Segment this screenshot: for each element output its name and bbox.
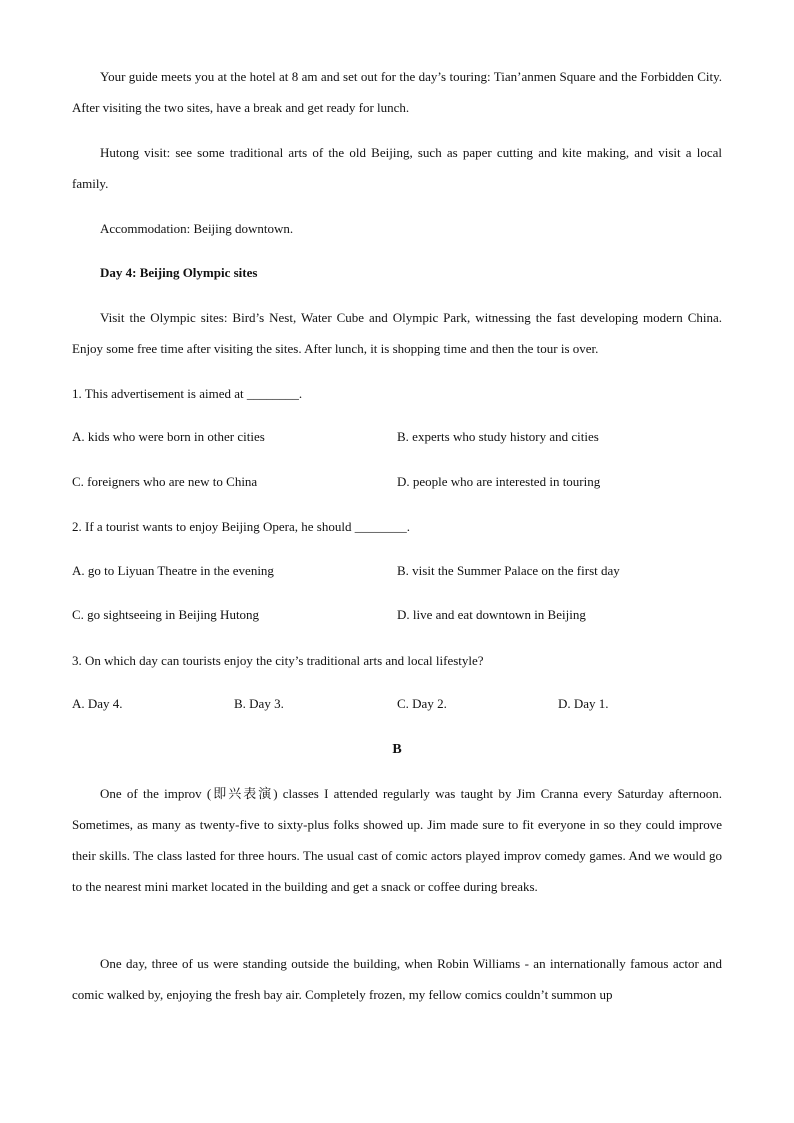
section-b-paragraph-2: One day, three of us were standing outside the building, when Robin Williams - an internationally famous actor and comic walked by, enjoying the fresh bay air. Completely frozen, my fellow comics couldn’t summon up — [72, 956, 722, 1002]
question-3-option-a[interactable]: A. Day 4. — [72, 696, 123, 711]
section-b-heading: B — [392, 742, 402, 757]
section-b-paragraph-1: One of the improv (即兴表演) classes I attended regularly was taught by Jim Cranna every Saturday afternoon. Sometimes, as many as twenty-five to sixty-plus folks showed up. Jim made sure to fit everyone in so they could improve their skills. The class lasted for three hours. The usual cast of comic actors played improv comedy games. And we would go to the nearest mini market located in the building and get a snack or coffee during breaks. — [72, 786, 722, 894]
question-1-stem: 1. This advertisement is aimed at ________. — [72, 386, 303, 401]
question-1-option-b[interactable]: B. experts who study history and cities — [397, 429, 599, 444]
passage-a-paragraph-1: Your guide meets you at the hotel at 8 am and set out for the day’s touring: Tian’anmen Square and the Forbidden City. After visiting the two sites, have a break and get ready for lunch. — [72, 69, 722, 115]
question-3-option-d[interactable]: D. Day 1. — [558, 696, 609, 711]
question-2-option-a[interactable]: A. go to Liyuan Theatre in the evening — [72, 563, 274, 578]
question-2-option-d[interactable]: D. live and eat downtown in Beijing — [397, 607, 586, 622]
question-1-option-c[interactable]: C. foreigners who are new to China — [72, 474, 258, 489]
question-1-option-d[interactable]: D. people who are interested in touring — [397, 474, 601, 489]
question-2-option-b[interactable]: B. visit the Summer Palace on the first day — [397, 563, 620, 578]
passage-a-paragraph-3: Accommodation: Beijing downtown. — [100, 221, 294, 236]
question-1-option-a[interactable]: A. kids who were born in other cities — [72, 429, 265, 444]
question-3-option-b[interactable]: B. Day 3. — [234, 696, 284, 711]
passage-a-paragraph-2: Hutong visit: see some traditional arts of the old Beijing, such as paper cutting and kite making, and visit a local family. — [72, 145, 722, 191]
question-2-stem: 2. If a tourist wants to enjoy Beijing Opera, he should ________. — [72, 519, 410, 534]
question-3-option-c[interactable]: C. Day 2. — [397, 696, 447, 711]
day-4-heading: Day 4: Beijing Olympic sites — [100, 265, 258, 280]
passage-a-paragraph-4: Visit the Olympic sites: Bird’s Nest, Water Cube and Olympic Park, witnessing the fast developing modern China. Enjoy some free time after visiting the sites. After lunch, it is shopping time and then the tour is over. — [72, 310, 722, 356]
question-2-option-c[interactable]: C. go sightseeing in Beijing Hutong — [72, 607, 260, 622]
question-3-stem: 3. On which day can tourists enjoy the city’s traditional arts and local lifestyle? — [72, 653, 484, 668]
